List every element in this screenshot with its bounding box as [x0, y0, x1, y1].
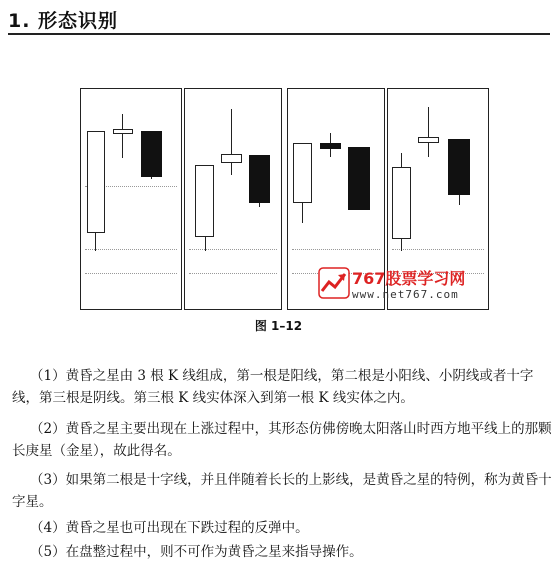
grid-line: [189, 249, 277, 250]
candle-wick: [231, 109, 232, 175]
candle-wick: [428, 107, 429, 157]
paragraph-5: （5）在盘整过程中，则不可作为黄昏之星来指导操作。: [30, 544, 363, 560]
bearish-candle: [141, 131, 162, 177]
paragraph-2: （2）黄昏之星主要出现在上涨过程中，其形态仿佛傍晚太阳落山时西方地平线上的那颗长庚星（金星），故此得名。: [12, 421, 552, 459]
grid-line: [85, 273, 177, 274]
star-candle: [320, 143, 341, 149]
bullish-candle: [392, 167, 411, 239]
grid-line: [292, 249, 380, 250]
bullish-candle: [293, 143, 312, 203]
grid-line: [189, 273, 277, 274]
bullish-candle: [87, 131, 105, 233]
chart-panel: [80, 88, 182, 310]
star-candle: [221, 154, 242, 163]
bearish-candle: [249, 155, 270, 203]
heading-rule: [8, 33, 550, 35]
section-heading: 1. 形态识别: [8, 10, 119, 32]
bullish-candle: [195, 165, 214, 237]
candle-wick: [302, 201, 303, 223]
grid-line: [392, 249, 484, 250]
paragraph-3: （3）如果第二根是十字线，并且伴随着长长的上影线，是黄昏之星的特例，称为黄昏十字星。: [12, 472, 552, 510]
star-candle: [113, 129, 133, 134]
bearish-candle: [448, 139, 470, 195]
chart-logo-icon: [318, 267, 350, 299]
candle-wick: [95, 231, 96, 251]
candle-wick: [122, 114, 123, 158]
watermark-brand: 767股票学习网: [352, 269, 466, 288]
candle-wick: [401, 237, 402, 251]
star-candle: [418, 137, 439, 143]
site-watermark: [318, 265, 478, 307]
bearish-candle: [348, 147, 370, 210]
watermark-url: www.net767.com: [352, 288, 459, 301]
chart-panel: [184, 88, 282, 310]
paragraph-1: （1）黄昏之星由 3 根 K 线组成，第一根是阳线，第二根是小阳线、小阴线或者十字线，第三根是阴线。第三根 K 线实体深入到第一根 K 线实体之内。: [12, 368, 534, 406]
figure-caption: 图 1–12: [254, 319, 303, 333]
grid-line: [85, 249, 177, 250]
paragraph-4: （4）黄昏之星也可出现在下跌过程的反弹中。: [30, 520, 309, 536]
candle-wick: [205, 235, 206, 251]
